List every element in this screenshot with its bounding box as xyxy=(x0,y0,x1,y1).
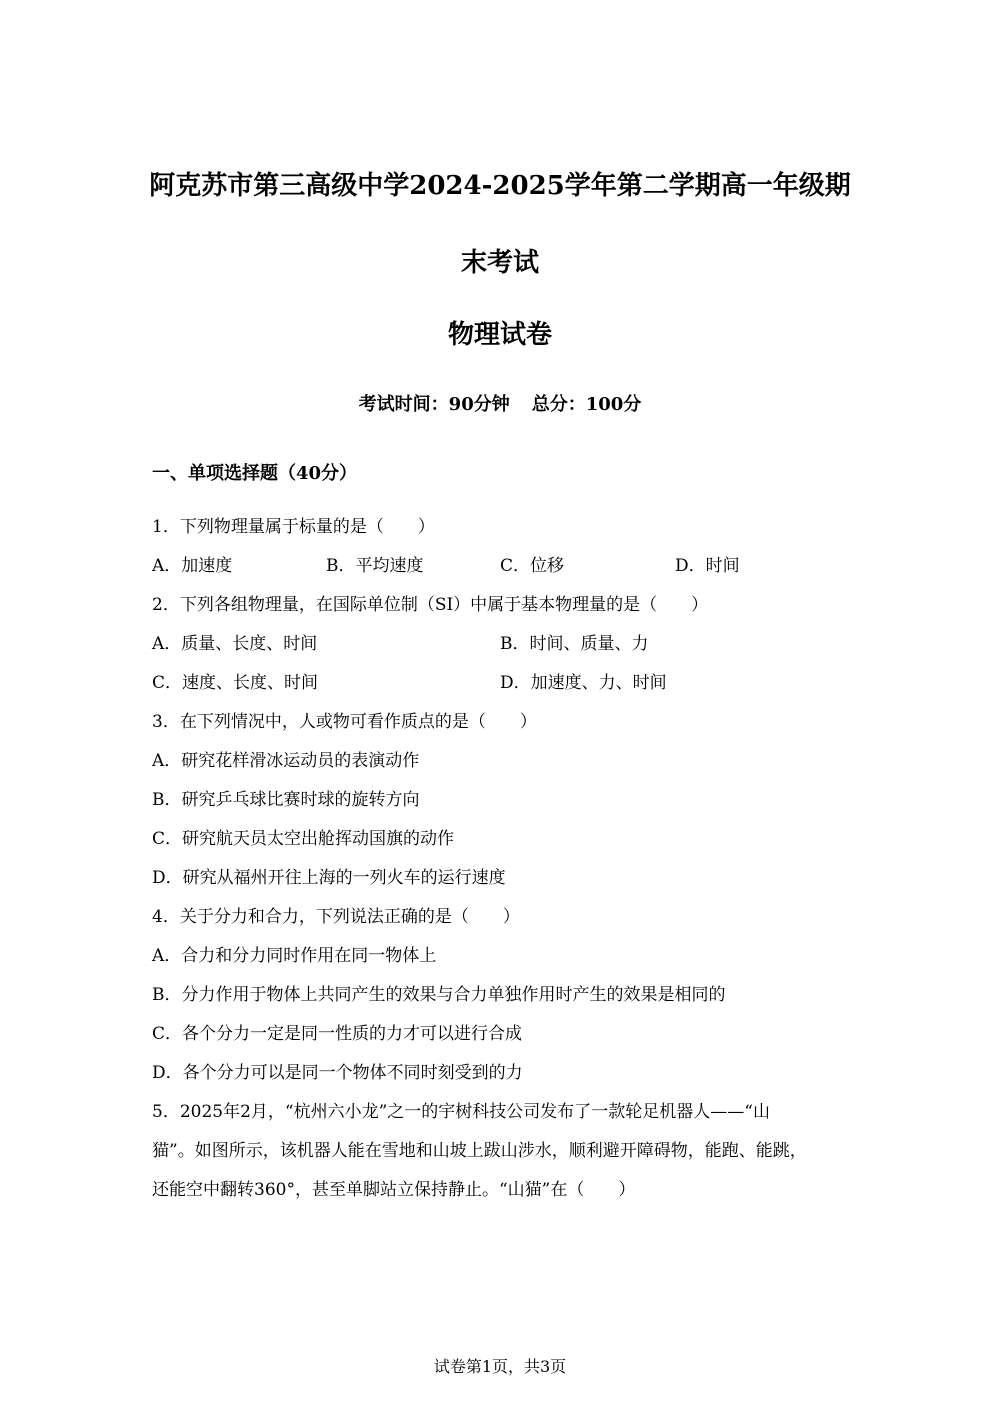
question-3-option-b: B．研究乒乓球比赛时球的旋转方向 xyxy=(152,790,420,810)
subject-title: 物理试卷 xyxy=(447,320,552,350)
question-1-option-c: C．位移 xyxy=(500,556,565,576)
question-3-option-c: C．研究航天员太空出舱挥动国旗的动作 xyxy=(152,829,455,849)
question-3-stem: 3．在下列情况中，人或物可看作质点的是（ ） xyxy=(152,712,537,732)
exam-title-line2: 末考试 xyxy=(460,248,539,278)
question-4-option-d: D．各个分力可以是同一个物体不同时刻受到的力 xyxy=(152,1063,523,1083)
total-score: 总分：100分 xyxy=(531,394,642,415)
question-2-option-c: C．速度、长度、时间 xyxy=(152,673,319,693)
question-3-option-a: A．研究花样滑冰运动员的表演动作 xyxy=(152,751,420,771)
question-5-stem-line3: 还能空中翻转360°，甚至单脚站立保持静止。“山猫”在（ ） xyxy=(152,1180,636,1200)
question-4-stem: 4．关于分力和合力，下列说法正确的是（ ） xyxy=(152,907,520,927)
question-2-option-b: B．时间、质量、力 xyxy=(500,634,649,654)
question-5-stem-line1: 5．2025年2月，“杭州六小龙”之一的宇树科技公司发布了一款轮足机器人——“山 xyxy=(152,1102,770,1122)
section-heading: 一、单项选择题（40分） xyxy=(152,463,358,484)
question-2-option-a: A．质量、长度、时间 xyxy=(152,634,318,654)
question-1-option-b: B．平均速度 xyxy=(326,556,424,576)
question-1-option-d: D．时间 xyxy=(675,556,740,576)
question-4-option-c: C．各个分力一定是同一性质的力才可以进行合成 xyxy=(152,1024,523,1044)
question-2-stem: 2．下列各组物理量，在国际单位制（SI）中属于基本物理量的是（ ） xyxy=(152,595,709,615)
question-1-stem: 1．下列物理量属于标量的是（ ） xyxy=(152,517,435,537)
question-5-stem-line2: 猫”。如图所示，该机器人能在雪地和山坡上跋山涉水，顺利避开障碍物，能跑、能跳， xyxy=(152,1141,807,1161)
question-4-option-a: A．合力和分力同时作用在同一物体上 xyxy=(152,946,437,966)
exam-info xyxy=(100,393,900,417)
exam-time: 考试时间：90分钟 xyxy=(358,394,510,415)
question-4-option-b: B．分力作用于物体上共同产生的效果与合力单独作用时产生的效果是相同的 xyxy=(152,985,726,1005)
question-3-option-d: D．研究从福州开往上海的一列火车的运行速度 xyxy=(152,868,506,888)
page-footer: 试卷第1页，共3页 xyxy=(433,1357,567,1376)
question-2-option-d: D．加速度、力、时间 xyxy=(500,673,667,693)
question-1-option-a: A．加速度 xyxy=(152,556,233,576)
exam-title-line1: 阿克苏市第三高级中学2024-2025学年第二学期高一年级期 xyxy=(149,171,851,201)
